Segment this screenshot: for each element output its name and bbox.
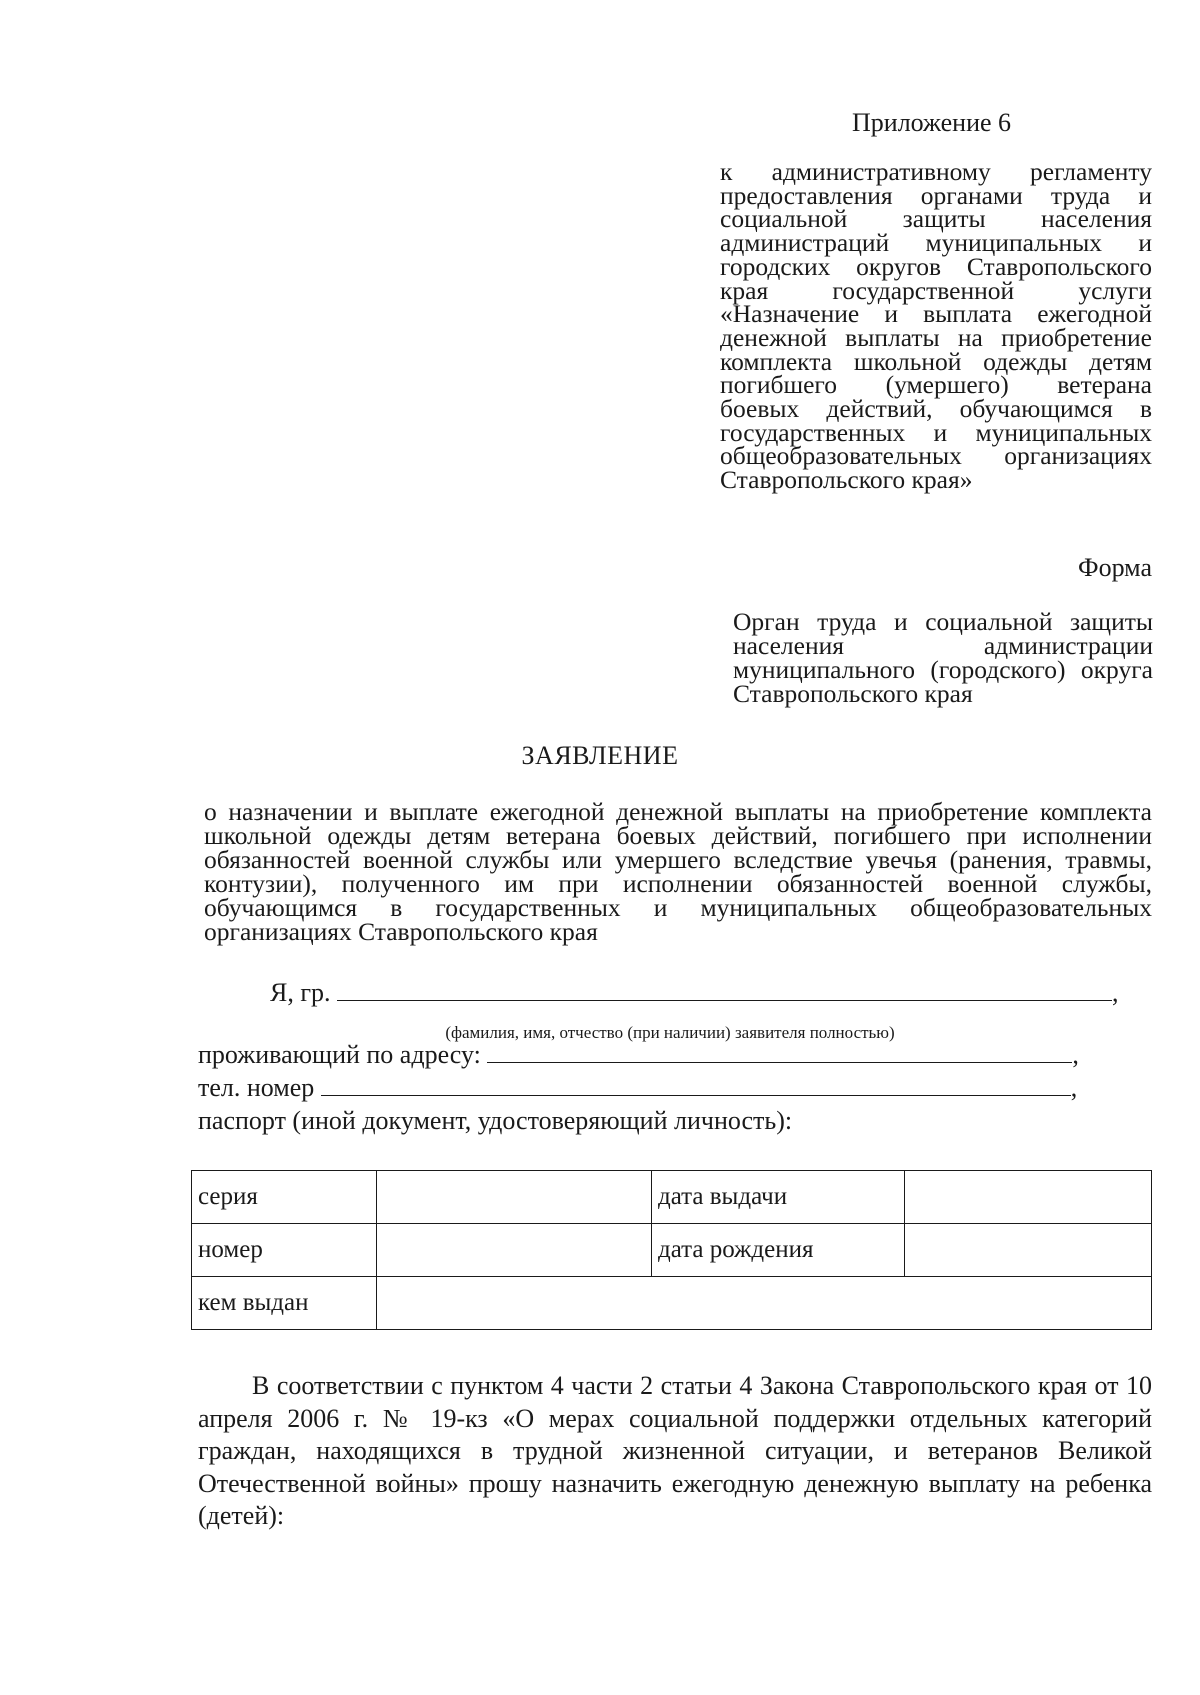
- issue-date-label: дата выдачи: [652, 1171, 905, 1224]
- applicant-label: Я, гр.: [270, 978, 331, 1007]
- issued-by-label: кем выдан: [192, 1277, 377, 1330]
- document-subtitle: о назначении и выплате ежегодной денежной выплаты на приобретение комплекта школьной одежды детям ветерана боевых действий, погибшего при исполнении обязанностей военной службы или умершего вследствие увечья (ранения, травмы, контузии), полученного им при исполнении обязанностей военной службы, обучающимся в государственных и муниципальных общеобразовательных организациях Ставропольского края: [204, 797, 1152, 946]
- series-input-cell[interactable]: [377, 1171, 652, 1224]
- applicant-name-field[interactable]: [337, 978, 1112, 1001]
- address-field-row: [198, 1040, 1079, 1070]
- applicant-hint: (фамилия, имя, отчество (при наличии) заявителя полностью): [445, 1023, 895, 1042]
- applicant-field-row: [270, 978, 1119, 1008]
- address-label: проживающий по адресу:: [198, 1040, 481, 1069]
- issue-date-input-cell[interactable]: [905, 1171, 1152, 1224]
- issued-by-input-cell[interactable]: [377, 1277, 1152, 1330]
- series-label: серия: [192, 1171, 377, 1224]
- number-input-cell[interactable]: [377, 1224, 652, 1277]
- number-label: номер: [192, 1224, 377, 1277]
- form-label: Форма: [1078, 553, 1152, 582]
- appendix-reference: к административному регламенту предоставления органами труда и социальной защиты населения администраций муниципальных и городских округов Ставропольского края государственной услуги «Назначение и выплата ежегодной денежной выплаты на приобретение комплекта школьной одежды детям погибшего (умершего) ветерана боевых действий, обучающимся в государственных и муниципальных общеобразовательных организациях Ставропольского края»: [720, 157, 1152, 495]
- phone-field[interactable]: [321, 1073, 1071, 1096]
- line-end-comma: ,: [1112, 978, 1119, 1007]
- address-field[interactable]: [487, 1040, 1072, 1063]
- addressee-block: Орган труда и социальной защиты населения администрации муниципального (городского) округа Ставропольского края: [733, 607, 1153, 708]
- phone-field-row: [198, 1073, 1077, 1103]
- phone-label: тел. номер: [198, 1073, 315, 1102]
- birth-date-label: дата рождения: [652, 1224, 905, 1277]
- closing-paragraph: [198, 1370, 1152, 1533]
- passport-label: паспорт (иной документ, удостоверяющий личность):: [198, 1106, 793, 1135]
- line-end-comma: ,: [1072, 1040, 1079, 1069]
- closing-text: В соответствии с пунктом 4 части 2 статьи 4 Закона Ставропольского края от 10 апреля 2006 г. № 19-кз «О мерах социальной поддержки отдельных категорий граждан, находящихся в трудной жизненной ситуации, и ветеранов Великой Отечественной войны» прошу назначить ежегодную денежную выплату на ребенка (детей):: [198, 1371, 1152, 1530]
- line-end-comma: ,: [1070, 1073, 1078, 1102]
- passport-table: [191, 1170, 1152, 1330]
- appendix-title: Приложение 6: [852, 108, 1012, 137]
- birth-date-input-cell[interactable]: [905, 1224, 1152, 1277]
- document-title: ЗАЯВЛЕНИЕ: [521, 741, 679, 770]
